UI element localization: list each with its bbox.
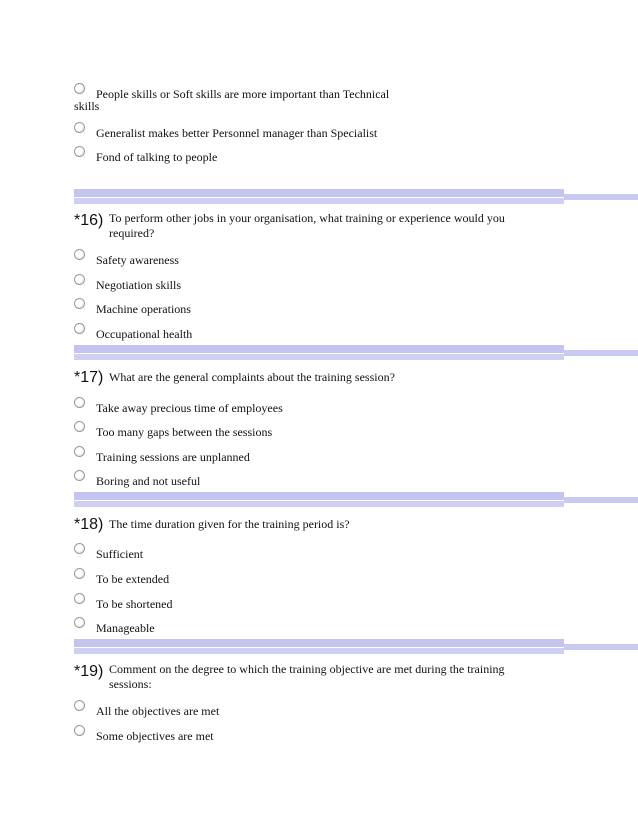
radio-button[interactable] <box>74 543 85 554</box>
radio-button[interactable] <box>74 617 85 628</box>
option-label: Fond of talking to people <box>96 150 218 164</box>
radio-button[interactable] <box>74 298 85 309</box>
radio-button[interactable] <box>74 146 85 157</box>
question-number: *17) <box>74 369 104 386</box>
radio-button[interactable] <box>74 323 85 334</box>
option-label: Take away precious time of employees <box>96 401 283 415</box>
radio-button[interactable] <box>74 568 85 579</box>
option-unplanned[interactable] <box>74 446 554 466</box>
radio-button[interactable] <box>74 83 85 94</box>
option-label: Manageable <box>96 621 155 635</box>
question-text-line: The time duration given for the training period is? <box>109 517 350 531</box>
option-label: Negotiation skills <box>96 278 181 292</box>
option-all-objectives-met[interactable] <box>74 700 554 720</box>
option-label: People skills or Soft skills are more important than Technical <box>96 87 390 101</box>
question-text <box>109 517 539 532</box>
option-label: To be shortened <box>96 597 173 611</box>
question-number: *16) <box>74 212 104 229</box>
radio-button[interactable] <box>74 593 85 604</box>
option-label: To be extended <box>96 572 170 586</box>
option-label-wrap: skills <box>74 99 100 113</box>
option-sufficient[interactable] <box>74 543 554 563</box>
radio-button[interactable] <box>74 725 85 736</box>
option-label: Safety awareness <box>96 253 179 267</box>
option-fond-of-talking[interactable] <box>74 146 554 166</box>
option-label: Generalist makes better Personnel manager than Specialist <box>96 126 378 140</box>
option-manageable[interactable] <box>74 617 554 637</box>
radio-button[interactable] <box>74 249 85 260</box>
option-to-be-shortened[interactable] <box>74 593 554 613</box>
question-text-line: required? <box>109 226 155 240</box>
option-boring[interactable] <box>74 470 554 490</box>
option-label: Sufficient <box>96 547 144 561</box>
radio-button[interactable] <box>74 122 85 133</box>
radio-button[interactable] <box>74 700 85 711</box>
option-label: Too many gaps between the sessions <box>96 425 273 439</box>
radio-button[interactable] <box>74 397 85 408</box>
option-label: Occupational health <box>96 327 193 341</box>
question-number: *18) <box>74 516 104 533</box>
radio-button[interactable] <box>74 421 85 432</box>
question-text-line: Comment on the degree to which the training objective are met during the training <box>109 662 505 676</box>
question-text-line: To perform other jobs in your organisation, what training or experience would you <box>109 211 505 225</box>
question-text <box>109 211 539 241</box>
option-label: Boring and not useful <box>96 474 201 488</box>
option-occupational-health[interactable] <box>74 323 554 343</box>
option-people-skills[interactable] <box>74 83 554 103</box>
option-label: Machine operations <box>96 302 191 316</box>
option-label: Some objectives are met <box>96 729 214 743</box>
question-text-line: What are the general complaints about the training session? <box>109 370 395 384</box>
question-text-line: sessions: <box>109 677 152 691</box>
option-label: Training sessions are unplanned <box>96 450 250 464</box>
option-label: All the objectives are met <box>96 704 220 718</box>
option-machine-operations[interactable] <box>74 298 554 318</box>
radio-button[interactable] <box>74 274 85 285</box>
option-some-objectives-met[interactable] <box>74 725 554 745</box>
option-to-be-extended[interactable] <box>74 568 554 588</box>
option-safety-awareness[interactable] <box>74 249 554 269</box>
radio-button[interactable] <box>74 470 85 481</box>
question-text <box>109 370 539 385</box>
option-generalist[interactable] <box>74 122 554 142</box>
option-too-many-gaps[interactable] <box>74 421 554 441</box>
question-text <box>109 662 539 692</box>
option-take-away-time[interactable] <box>74 397 554 417</box>
radio-button[interactable] <box>74 446 85 457</box>
option-negotiation-skills[interactable] <box>74 274 554 294</box>
question-number: *19) <box>74 663 104 680</box>
